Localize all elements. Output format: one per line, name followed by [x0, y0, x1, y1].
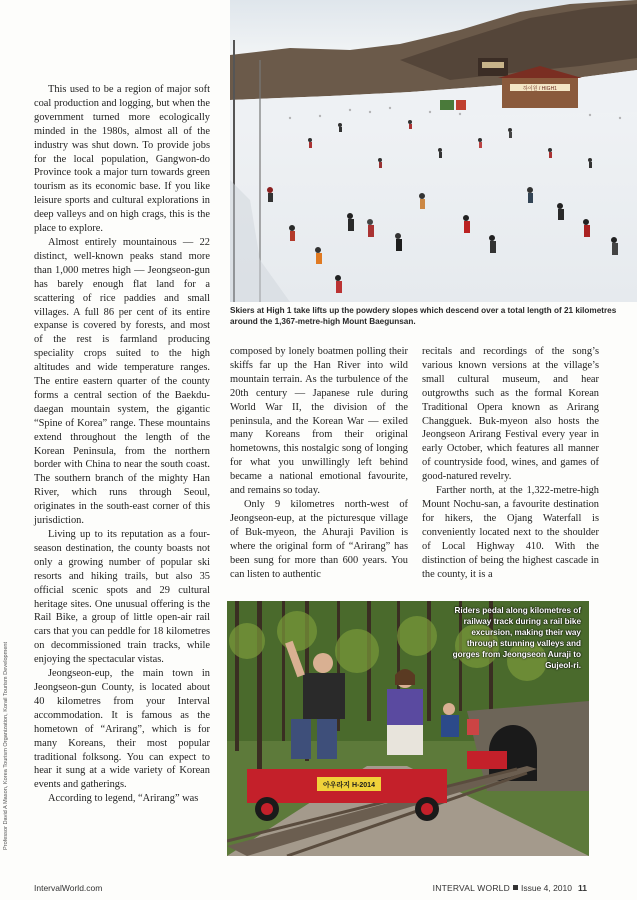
issue-label: Issue 4, 2010 [520, 883, 572, 893]
ski-photo-caption: Skiers at High 1 take lifts up the powdery slopes which descend over a total length of 21 kilometres around the 1,367-metre-high Mount Baegunsan. [230, 306, 617, 326]
resort-sign-text: 하이원 / HIGH1 [523, 86, 557, 92]
paragraph: This used to be a region of major soft coal production and logging, but when the government turned more ecologically minded in the 1980s, almost all of the industry was shut down. To provide jobs for the local population, Gangwon-do Province took a major turn towards green tourism as its economic base. If you like leisure sports and cultural explorations in deep valleys and on high crags, this is the place to explore. [34, 84, 210, 235]
paragraph: Jeongseon-eup, the main town in Jeongseon-gun County, is located about 40 kilometres from your Interval accommodation. It is famous as the hometown of “Arirang”, which is for many Koreans, their most popular traditional folksong. You can expect to hear it sung at a wide variety of Korean events and gatherings. [34, 668, 210, 791]
page-number: 11 [578, 883, 587, 893]
paragraph: recitals and recordings of the song’s various known versions at the village’s small cultural museum, and hear outgrowths such as the formal Korean Traditional Opera known as Arirang Changguek. Buk-myeon also hosts the Jeongseon Arirang Festival every year in early October, which features all manner of countryside food, wines, and games of good-natured revelry. [422, 346, 599, 483]
ski-resort-photo [230, 0, 637, 302]
page-footer [433, 883, 587, 893]
paragraph: Only 9 kilometres north-west of Jeongseon-eup, at the picturesque village of Buk-myeon, the Ahuraji Pavilion is where the original form of “Arirang” has been sung for more than 600 years. You can listen to authentic [230, 498, 408, 580]
square-bullet-icon [513, 885, 518, 890]
bike-plate-text: 아우라지 H-2014 [323, 782, 375, 789]
website-url: IntervalWorld.com [34, 883, 103, 893]
paragraph: Farther north, at the 1,322-metre-high Mount Nochu-san, a favourite destination for hikers, the Ojang Waterfall is conveniently located next to the shoulder of Local Highway 410. With the distinction of being the highest cascade in the county, it is a [422, 485, 599, 580]
photo-credit: Professor David A Mason, Korea Tourism Organization, Korail Tourism Development [3, 641, 9, 850]
paragraph: Almost entirely mountainous — 22 distinct, well-known peaks stand more than 1,000 metres high — Jeongseon-gun has barely enough flat land for a scattering of rice paddies and small villages. A full 86 per cent of its entire expanse is covered by forests, and most of the rest is farmland producing speciality crops suited to the high altitudes and wide temperature ranges. The entire eastern quarter of the county forms a central section of the Baekdu-daegan mountain system, the gigantic “Spine of Korea” range. These mountains extend throughout the length of the Korean Peninsula, from the northern border with China to near the south coast. The southern branch of the mighty Han River, which runs through Seoul, originates in the south-east corner of this jurisdiction. [34, 236, 210, 527]
ski-slope-illustration [230, 0, 637, 302]
rail-bike-caption: Riders pedal along kilometres of railway track during a rail bike excursion, making their way through stunning valleys and gorges from Jeongseon Auraji to Gujeol-ri. [452, 606, 581, 670]
paragraph: Living up to its reputation as a four-season destination, the county boasts not only a growing number of popular ski resorts and hiking trails, but also 35 official scenic spots and 29 cultural heritage sites. One unusual offering is the Rail Bike, a group of little open-air rail cars that you can peddle for 18 kilometres on decommissioned train tracks, while enjoying the spectacular vistas. [34, 529, 210, 666]
article-column-2 [230, 345, 408, 581]
article-column-1 [34, 83, 210, 806]
rail-bike-photo [227, 601, 589, 856]
magazine-name: INTERVAL WORLD [432, 883, 510, 893]
article-column-3 [422, 345, 599, 581]
paragraph: According to legend, “Arirang” was [48, 793, 199, 805]
paragraph: composed by lonely boatmen polling their skiffs far up the Han River into wild mountain terrain. As the turbulence of the 20th century — Japanese rule during World War II, the division of the peninsula, and the Korean War — exiled many Koreans from their original hometowns, this nostalgic song of longing for what you unwillingly left behind became a national emotional favourite, and remains so today. [230, 346, 408, 497]
